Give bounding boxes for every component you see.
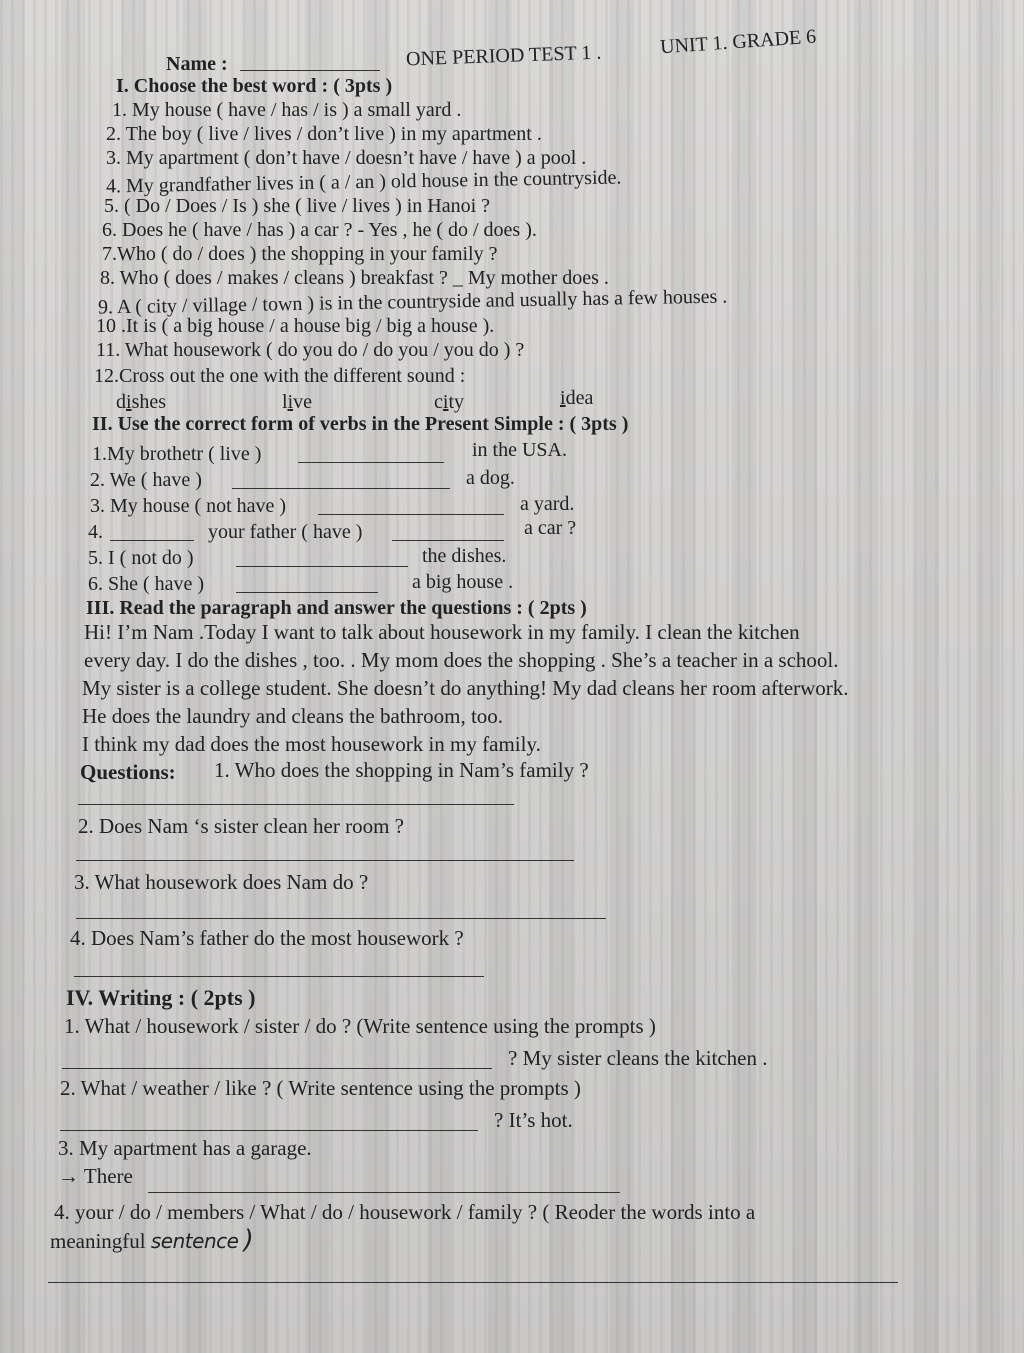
section2-title: II. Use the correct form of verbs in the Present Simple : ( 3pts ) (92, 413, 629, 435)
s4-item-4-cont (50, 1225, 254, 1255)
s1-item-6: 6. Does he ( have / has ) a car ? - Yes , he ( do / does ). (102, 219, 537, 241)
sound-word-2: live (282, 391, 313, 413)
s4-item-4: 4. your / do / members / What / do / housework / family ? ( Reoder the words into a (54, 1200, 756, 1224)
answer-line-1 (78, 804, 514, 805)
answer-line-4 (74, 976, 484, 977)
section1-title: I. Choose the best word : ( 3pts ) (116, 75, 393, 97)
s4-arrow-there: → There (58, 1164, 133, 1188)
s2-item-4-blank-a (110, 540, 194, 541)
unit-grade: UNIT 1. GRADE 6 (659, 25, 817, 59)
s4-item-3: 3. My apartment has a garage. (58, 1136, 312, 1160)
s4-answer-2: ? It’s hot. (494, 1108, 573, 1132)
s4-answer-line-2 (60, 1130, 478, 1131)
handwritten-paren: ) (243, 1225, 254, 1255)
section4-title: IV. Writing : ( 2pts ) (66, 985, 256, 1010)
paragraph-line-1: Hi! I’m Nam .Today I want to talk about housework in my family. I clean the kitchen (84, 620, 800, 644)
s1-item-2: 2. The boy ( live / lives / don’t live ) in my apartment . (106, 123, 542, 145)
section3-title: III. Read the paragraph and answer the questions : ( 2pts ) (86, 597, 587, 619)
s2-item-2-prompt: 2. We ( have ) (90, 469, 202, 491)
s2-item-1-blank (298, 462, 444, 463)
s2-item-3-blank (318, 514, 504, 515)
paragraph-line-3: My sister is a college student. She doesn’t do anything! My dad cleans her room afterwork. (82, 676, 849, 700)
paragraph-line-5: I think my dad does the most housework in my family. (82, 732, 541, 756)
s2-item-4-number: 4. (88, 521, 103, 543)
answer-line-2 (76, 860, 574, 861)
paragraph-line-2: every day. I do the dishes , too. . My mom does the shopping . She’s a teacher in a school. (84, 648, 839, 672)
s1-item-7: 7.Who ( do / does ) the shopping in your family ? (102, 243, 498, 265)
sound-word-1: dishes (116, 391, 167, 413)
sound-word-4: idea (560, 387, 594, 409)
s2-item-6-blank (236, 592, 378, 593)
s4-item-2: 2. What / weather / like ? ( Write sentence using the prompts ) (60, 1076, 581, 1100)
test-title: ONE PERIOD TEST 1 . (405, 41, 602, 71)
s1-item-1: 1. My house ( have / has / is ) a small yard . (112, 99, 462, 121)
s2-item-5-tail: the dishes. (422, 545, 507, 567)
s2-item-3-tail: a yard. (520, 493, 575, 515)
s2-item-5-blank (236, 566, 408, 567)
s1-item-4: 4. My grandfather lives in ( a / an ) old house in the countryside. (105, 166, 622, 198)
paragraph-line-4: He does the laundry and cleans the bathroom, too. (82, 704, 504, 728)
name-blank (240, 70, 380, 71)
s1-item-12: 12.Cross out the one with the different sound : (94, 365, 466, 387)
question-1: 1. Who does the shopping in Nam’s family ? (214, 758, 589, 782)
s2-item-4-tail: a car ? (524, 517, 577, 539)
s2-item-2-tail: a dog. (466, 467, 515, 489)
question-2: 2. Does Nam ‘s sister clean her room ? (78, 814, 404, 838)
question-3: 3. What housework does Nam do ? (74, 870, 369, 894)
name-label: Name : (166, 53, 228, 75)
s1-item-3: 3. My apartment ( don’t have / doesn’t have / have ) a pool . (106, 147, 587, 169)
s2-item-1-tail: in the USA. (472, 439, 567, 461)
s2-item-4-blank-b (392, 540, 504, 541)
s4-answer-line-3 (148, 1192, 620, 1193)
s2-item-1-prompt: 1.My brothetr ( live ) (92, 443, 262, 465)
s2-item-2-blank (232, 488, 450, 489)
meaningful-text: meaningful (50, 1229, 146, 1253)
s4-answer-line-1 (62, 1068, 492, 1069)
s4-item-1: 1. What / housework / sister / do ? (Write sentence using the prompts ) (64, 1014, 656, 1038)
s1-item-8: 8. Who ( does / makes / cleans ) breakfast ? _ My mother does . (100, 267, 609, 289)
questions-label: Questions: (80, 760, 176, 784)
s1-item-11: 11. What housework ( do you do / do you / you do ) ? (96, 339, 525, 361)
s1-item-9: 9. A ( city / village / town ) is in the countryside and usually has a few houses . (97, 285, 728, 319)
s1-item-10: 10 .It is ( a big house / a house big / big a house ). (96, 315, 495, 337)
s2-item-6-tail: a big house . (412, 571, 514, 593)
sound-word-3: city (434, 391, 465, 413)
s4-answer-line-4 (48, 1282, 898, 1283)
handwritten-sentence: sentence (150, 1229, 239, 1253)
question-4: 4. Does Nam’s father do the most housework ? (70, 926, 464, 950)
answer-line-3 (76, 918, 606, 919)
s2-item-5-prompt: 5. I ( not do ) (88, 547, 194, 569)
s2-item-6-prompt: 6. She ( have ) (88, 573, 205, 595)
s2-item-3-prompt: 3. My house ( not have ) (90, 495, 287, 517)
s2-item-4-prompt: your father ( have ) (208, 521, 363, 543)
s4-answer-1: ? My sister cleans the kitchen . (508, 1046, 768, 1070)
s1-item-5: 5. ( Do / Does / Is ) she ( live / lives ) in Hanoi ? (104, 195, 491, 217)
